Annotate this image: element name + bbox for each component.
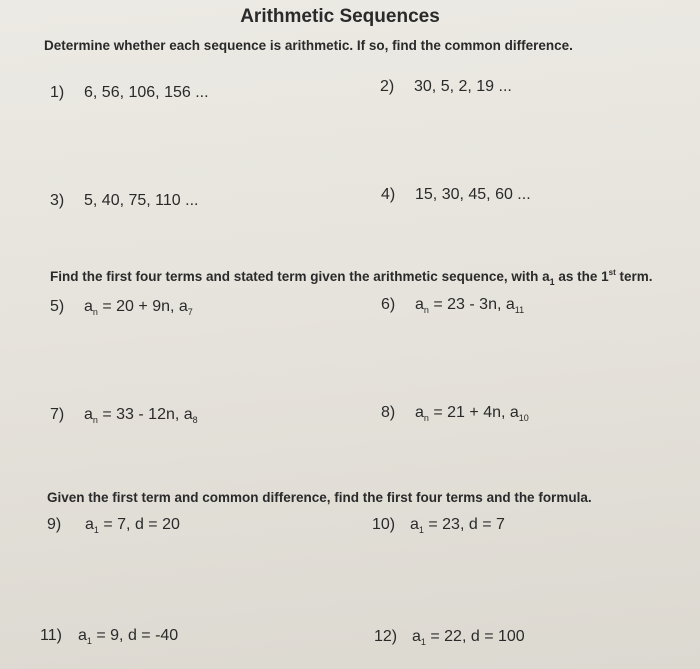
problem-6: 6) $a_n = 23 - 3n$, $a_{11}$ bbox=[381, 296, 525, 315]
problem-1: 1) 6, 56, 106, 156 ... bbox=[50, 84, 209, 101]
problem-8: 8) $a_n = 21 + 4n$, $a_{10}$ bbox=[381, 404, 529, 423]
problem-2: 2) 30, 5, 2, 19 ... bbox=[380, 78, 512, 95]
problem-10: 10) $a_1 = 23$, d = 7 bbox=[372, 516, 505, 535]
problem-9: 9) $a_1 = 7$, d = 20 bbox=[47, 516, 180, 535]
section1-instruction: Determine whether each sequence is arithmetic. If so, find the common difference. bbox=[44, 38, 573, 53]
problem-5: 5) $a_n = 20 + 9n$, $a_7$ bbox=[50, 298, 193, 317]
section3-instruction: Given the first term and common difference, find the first four terms and the formula. bbox=[47, 490, 592, 505]
problem-11: 11) $a_1 = 9$, d = -40 bbox=[40, 627, 179, 646]
problem-12: 12) $a_1 = 22$, d = 100 bbox=[374, 628, 525, 647]
section2-instruction: Find the first four terms and stated term given the arithmetic sequence, with $a_1$ as the 1st term. bbox=[50, 268, 653, 287]
page-title: Arithmetic Sequences bbox=[240, 6, 440, 27]
problem-4: 4) 15, 30, 45, 60 ... bbox=[381, 186, 531, 203]
problem-7: 7) $a_n = 33 - 12n$, $a_8$ bbox=[50, 406, 198, 425]
problem-3: 3) 5, 40, 75, 110 ... bbox=[50, 192, 199, 209]
